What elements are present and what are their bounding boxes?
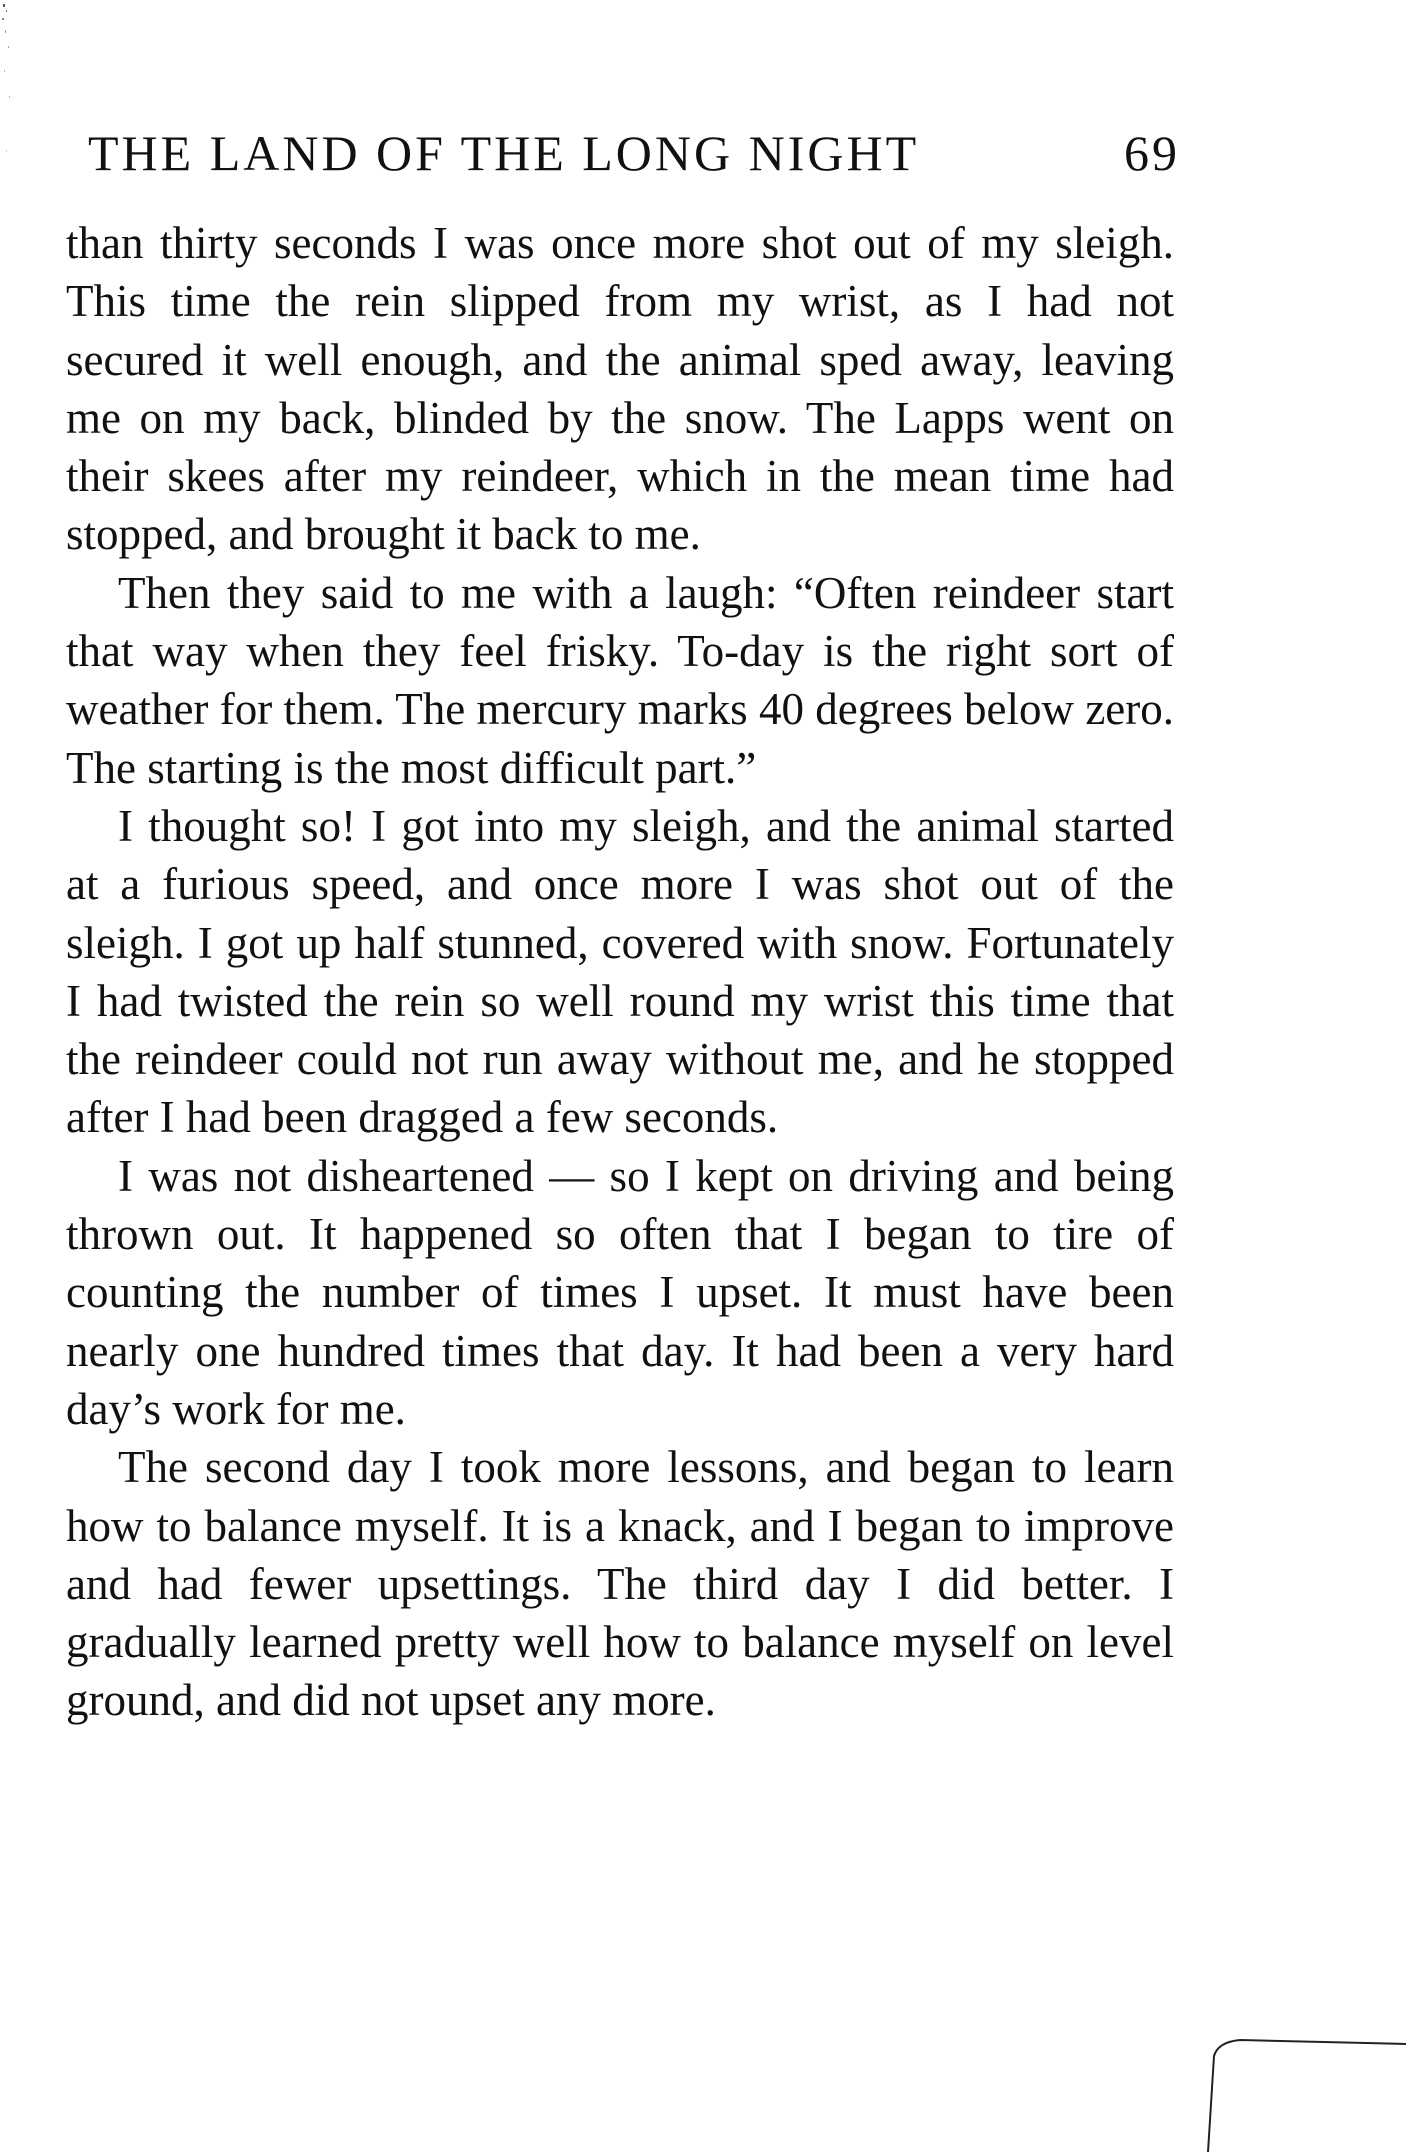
binding-edge-specks: [0, 0, 20, 200]
page-header: [88, 118, 1180, 188]
paragraph: I was not disheartened — so I kept on driving and being thrown out. It happened so often that I began to tire of counting the number of times I upset. It must have been nearly one hundred times that day. It had been a very hard day’s work for me.: [66, 1150, 1174, 1434]
paragraph: than thirty seconds I was once more shot out of my sleigh. This time the rein slipped from my wrist, as I had not secured it well enough, and the animal sped away, leaving me on my back, blinded by the snow. The Lapps went on their skees after my reindeer, which in the mean time had stopped, and brought it back to me.: [66, 218, 1174, 560]
corner-pencil-mark: [1196, 2028, 1406, 2154]
body-text: [66, 214, 1174, 1730]
paragraph: I thought so! I got into my sleigh, and the animal started at a furious speed, and once more I was shot out of the sleigh. I got up half stunned, covered with snow. Fortunately I had twisted the rein so well round my wrist this time that the reindeer could not run away without me, and he stopped after I had been dragged a few seconds.: [66, 800, 1174, 1143]
running-title: THE LAND OF THE LONG NIGHT: [88, 125, 920, 181]
paragraph: The second day I took more lessons, and began to learn how to balance myself. It is a knack, and I began to improve and had fewer upsettings. The third day I did better. I gradually learned pretty well how to balance myself on level ground, and did not upset any more.: [66, 1442, 1174, 1726]
paragraph: Then they said to me with a laugh: “Often reindeer start that way when they feel frisky. To-day is the right sort of weather for them. The mercury marks 40 degrees below zero. The starting is the most difficult part.”: [66, 567, 1174, 793]
page-number: 69: [1124, 125, 1180, 181]
